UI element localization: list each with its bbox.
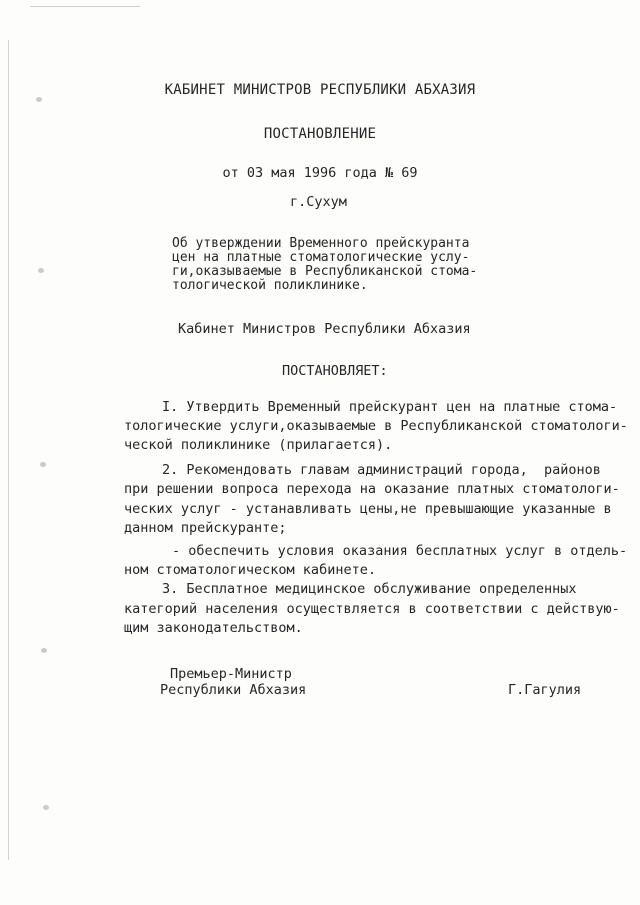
page-edge-shadow [8, 40, 9, 860]
date-number-line: от 03 мая 1996 года № 69 [222, 165, 418, 181]
preamble: Кабинет Министров Республики Абхазия [178, 321, 471, 337]
punch-mark [38, 268, 44, 273]
clause-line: ном стоматологическом кабинете. [124, 562, 376, 578]
punch-mark [40, 462, 46, 467]
punch-mark [43, 805, 49, 810]
clause-line: I. Утвердить Временный прейскурант цен на платные стома- [162, 399, 618, 415]
signatory-position: Премьер-Министр [170, 666, 292, 682]
punch-mark [41, 648, 47, 653]
clause-line: тологические услуги,оказываемые в Республиканской стоматологи- [124, 418, 628, 434]
clause-line: ческой поликлинике (прилагается). [124, 437, 393, 453]
clause-line: данном прейскуранте; [124, 520, 287, 536]
clause-line: ческих услуг - устанавливать цены,не превышающие указанные в [124, 501, 612, 517]
scan-artifact-line [30, 6, 140, 7]
clause-line: категорий населения осуществляется в соответствии с действую- [124, 601, 620, 617]
subject-line: ги,оказываемые в Республиканской стома- [172, 264, 478, 279]
clause-line: щим законодательством. [124, 620, 303, 636]
resolves-heading: ПОСТАНОВЛЯЕТ: [282, 363, 388, 379]
signatory-name: Г.Гагулия [508, 682, 582, 698]
subject-line: тологической поликлинике. [172, 278, 368, 293]
place-line: г.Сухум [290, 194, 347, 210]
clause-line: - обеспечить условия оказания бесплатных услуг в отдель- [172, 543, 628, 559]
clause-line: при решении вопроса перехода на оказание платных стоматологи- [124, 481, 620, 497]
subject-line: Об утверждении Временного прейскуранта [172, 236, 470, 251]
clause-line: 2. Рекомендовать главам администраций города, районов [162, 462, 601, 478]
subject-line: цен на платные стоматологические услу- [172, 250, 470, 265]
clause-line: 3. Бесплатное медицинское обслуживание определенных [162, 581, 577, 597]
issuer-heading: КАБИНЕТ МИНИСТРОВ РЕСПУБЛИКИ АБХАЗИЯ [164, 82, 476, 98]
signatory-position: Республики Абхазия [160, 682, 307, 698]
document-type-heading: ПОСТАНОВЛЕНИЕ [263, 126, 377, 142]
